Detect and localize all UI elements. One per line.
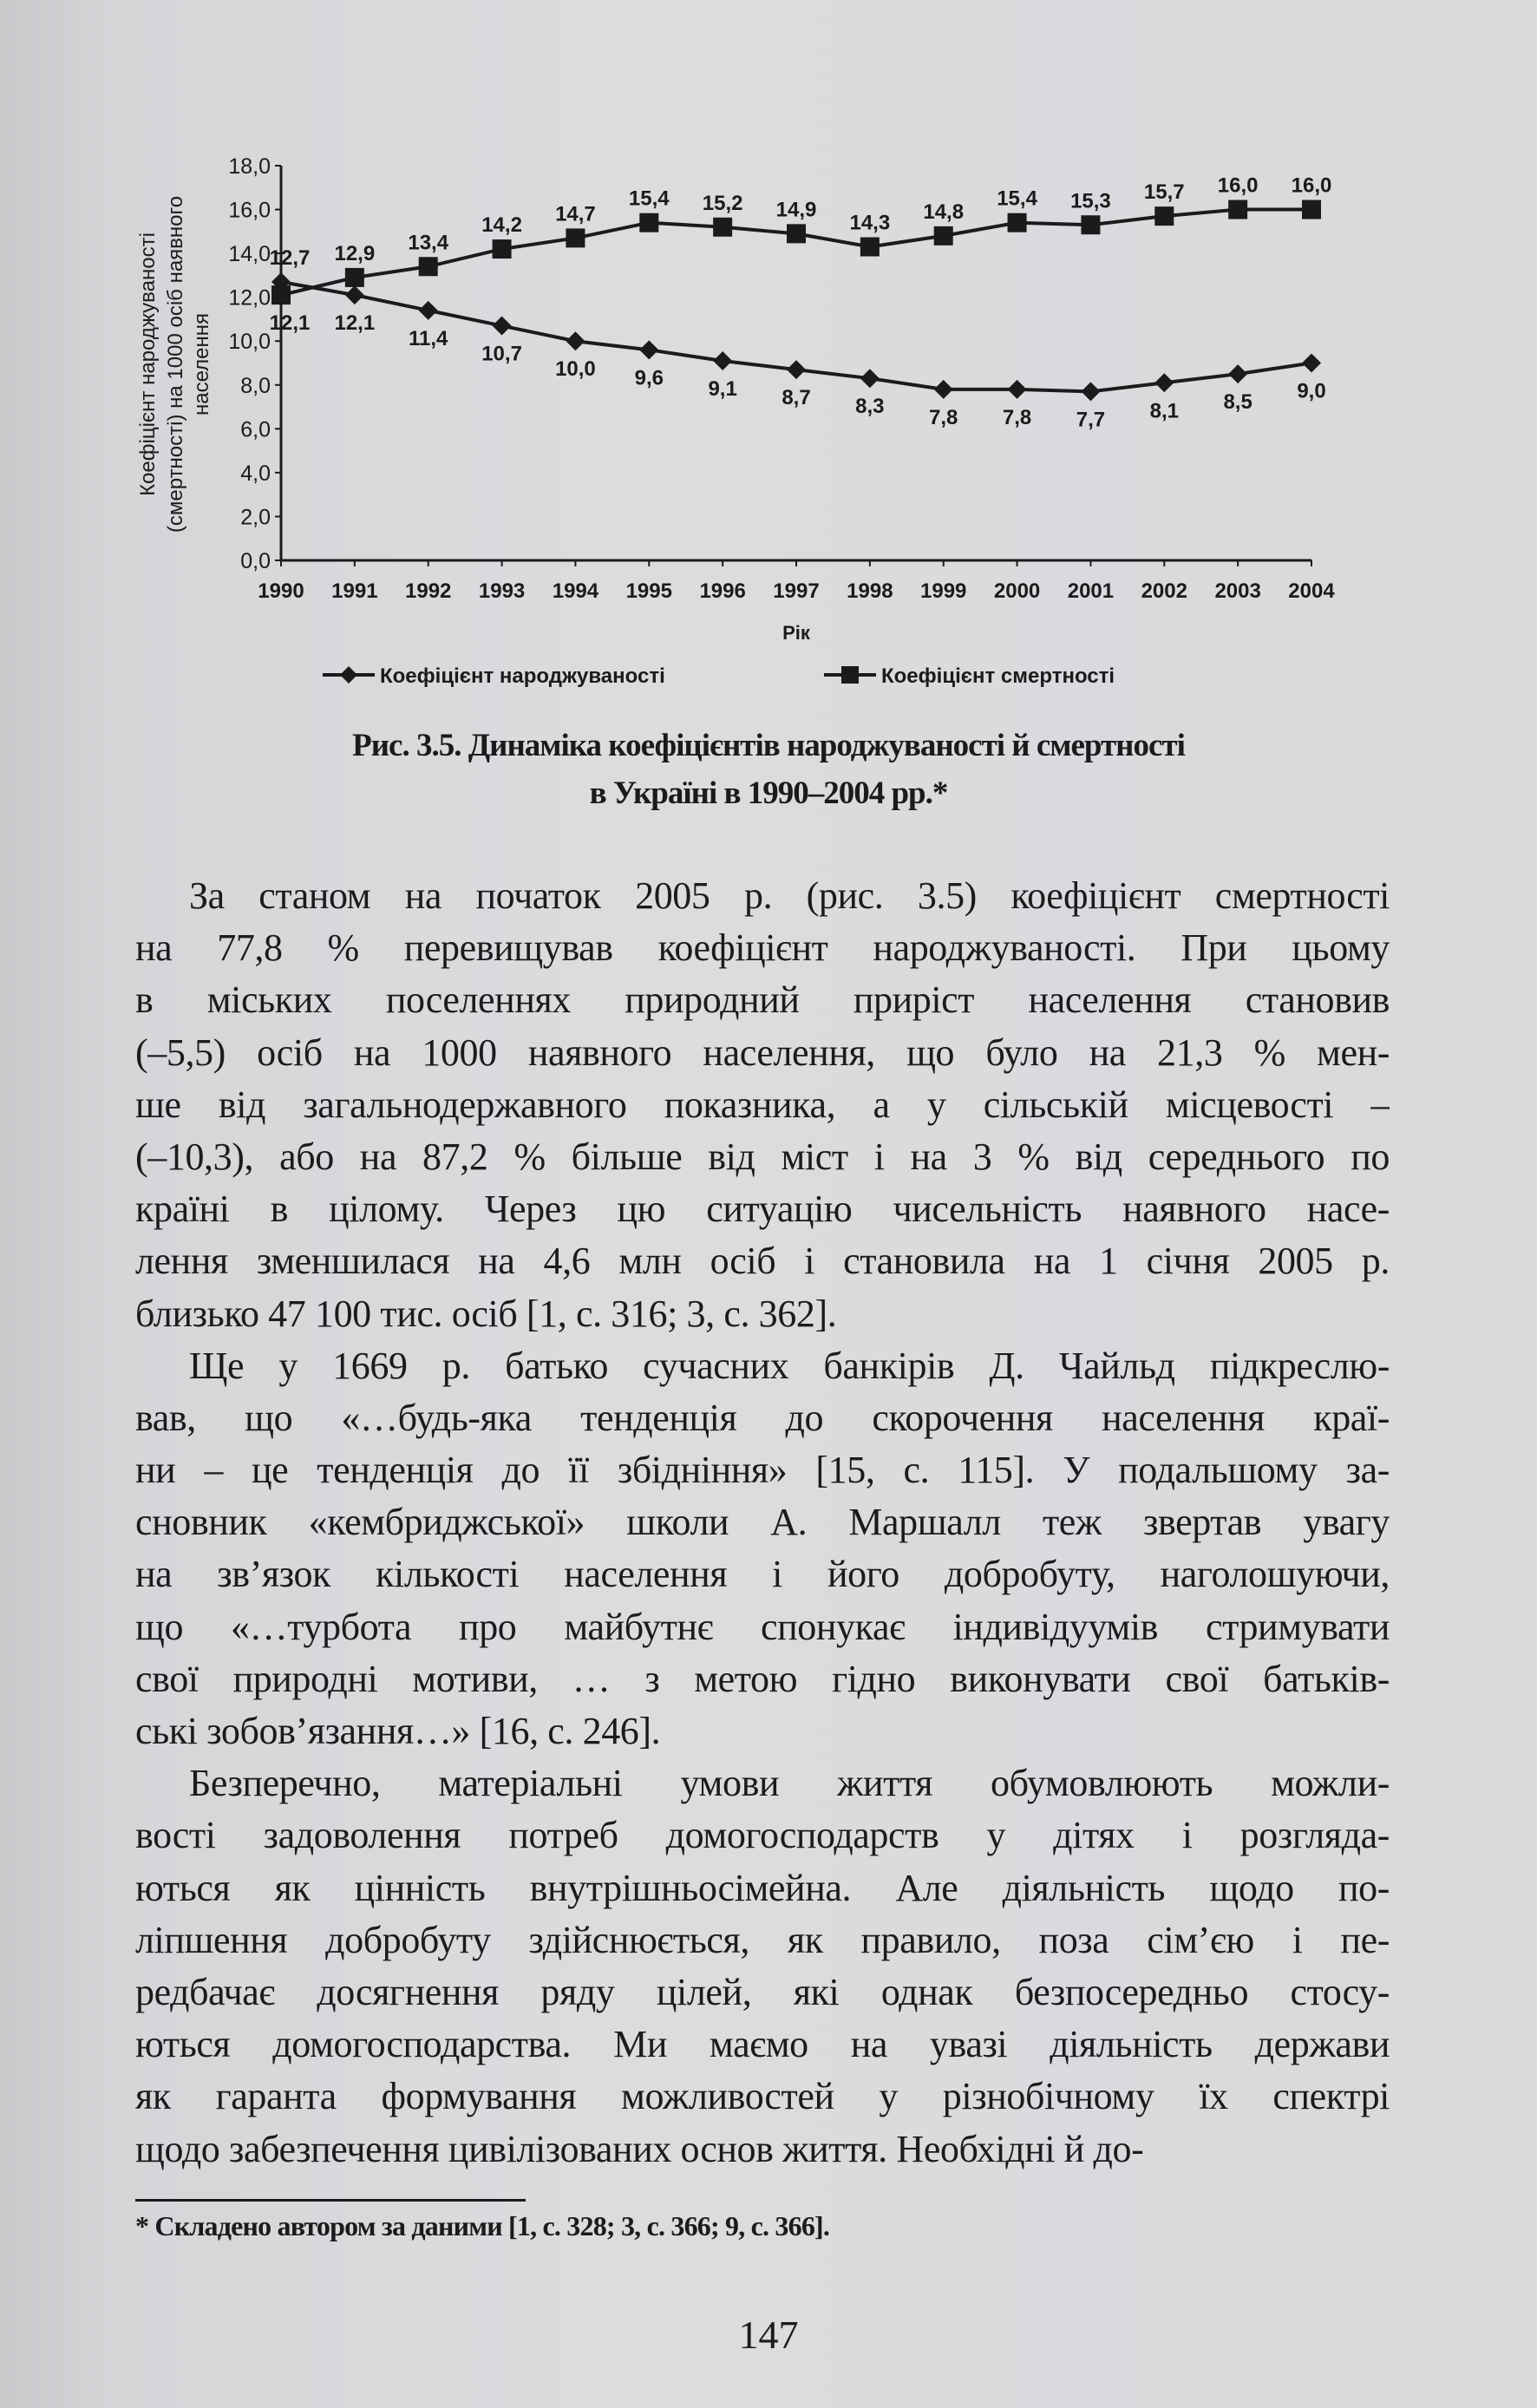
- y-tick-label: 14,0: [228, 242, 271, 267]
- death-rate-point: [860, 238, 880, 257]
- text-line: близько 47 100 тис. осіб [1, с. 316; 3, с. 362].: [135, 1292, 837, 1335]
- text-line: як гаранта формування можливостей у різнобічному їх спектрі: [135, 2075, 1390, 2118]
- x-tick-label: 1995: [625, 579, 672, 603]
- text-line: (–5,5) осіб на 1000 наявного населення, що було на 21,3 % мен-: [135, 1031, 1390, 1074]
- birth-rate-label: 12,7: [269, 245, 311, 270]
- text-line: щодо забезпечення цивілізованих основ життя. Необхідні й до-: [135, 2127, 1144, 2170]
- death-rate-point: [713, 218, 732, 237]
- text-line: на 77,8 % перевищував коефіцієнт народжуваності. При цьому: [135, 926, 1390, 970]
- death-rate-label: 14,3: [849, 211, 891, 235]
- death-rate-point: [271, 285, 291, 304]
- x-tick-label: 1992: [405, 579, 452, 603]
- death-rate-label: 16,0: [1217, 173, 1259, 198]
- birth-rate-point: [419, 301, 438, 320]
- text-line: ліпшення добробуту здійснюється, як правило, поза сім’єю і пе-: [135, 1918, 1390, 1961]
- text-line: країні в цілому. Через цю ситуацію чисельність наявного насе-: [135, 1188, 1390, 1231]
- x-tick-label: 2003: [1214, 579, 1261, 603]
- x-tick-label: 2000: [993, 579, 1041, 603]
- y-tick-label: 18,0: [228, 154, 271, 179]
- death-rate-label: 15,2: [702, 191, 743, 215]
- text-line: свої природні мотиви, … з метою гідно виконувати свої батьків-: [135, 1657, 1390, 1700]
- birth-rate-label: 8,3: [855, 395, 885, 419]
- y-tick-label: 8,0: [240, 373, 271, 398]
- birth-rate-label: 8,1: [1149, 399, 1179, 423]
- death-rate-label: 12,9: [334, 241, 376, 265]
- text-line: ни – це тенденція до її збідніння» [15, с. 115]. У подальшому за-: [135, 1449, 1390, 1492]
- death-rate-point: [934, 226, 953, 245]
- birth-rate-point: [934, 380, 953, 399]
- text-line: лення зменшилася на 4,6 млн осіб і становила на 1 січня 2005 р.: [135, 1240, 1390, 1283]
- text-line: Ще у 1669 р. батько сучасних банкірів Д. Чайльд підкреслю-: [189, 1344, 1390, 1387]
- text-line: сновник «кембриджської» школи А. Маршалл теж звертав увагу: [135, 1501, 1390, 1544]
- body-text: [135, 870, 1390, 2176]
- figure-caption-line-2: в Україні в 1990–2004 рр.*: [589, 775, 948, 811]
- death-rate-label: 15,4: [997, 186, 1037, 211]
- birth-rate-label: 9,6: [634, 366, 664, 390]
- legend-death-label: Коефіцієнт смертності: [881, 664, 1115, 688]
- birth-rate-point: [1302, 354, 1321, 373]
- footnote: * Складено автором за даними [1, с. 328; 3, с. 366; 9, с. 366].: [135, 2210, 830, 2241]
- y-axis-title-line: населення: [190, 312, 213, 416]
- birth-rate-label: 9,0: [1297, 379, 1326, 403]
- death-rate-point: [1228, 200, 1247, 219]
- x-tick-label: 1998: [847, 579, 893, 603]
- y-axis-title-line: Коефіцієнт народжуваності: [136, 232, 160, 496]
- legend-birth-label: Коефіцієнт народжуваності: [380, 664, 665, 688]
- text-line: За станом на початок 2005 р. (рис. 3.5) коефіцієнт смертності: [189, 874, 1390, 917]
- y-tick-label: 6,0: [240, 417, 271, 442]
- death-rate-point: [1081, 215, 1100, 234]
- y-tick-label: 12,0: [228, 285, 271, 311]
- birth-death-rate-chart: [0, 0, 1537, 694]
- y-tick-label: 0,0: [240, 549, 271, 573]
- text-line: Безперечно, матеріальні умови життя обумовлюють можли-: [189, 1762, 1390, 1805]
- death-rate-point: [566, 228, 585, 247]
- death-rate-label: 16,0: [1291, 173, 1332, 198]
- death-rate-label: 15,7: [1143, 180, 1185, 205]
- birth-rate-point: [1081, 382, 1100, 401]
- y-axis-title-line: (смертності) на 1000 осіб наявного: [164, 195, 187, 533]
- figure-caption-line-1: Рис. 3.5. Динаміка коефіцієнтів народжуваності й смертності: [352, 728, 1185, 763]
- birth-rate-label: 8,5: [1223, 390, 1252, 415]
- x-axis-title: Рік: [782, 622, 810, 644]
- text-line: в міських поселеннях природний приріст населення становив: [135, 978, 1390, 1022]
- birth-rate-point: [713, 351, 732, 370]
- x-tick-label: 1994: [552, 579, 599, 603]
- death-rate-label: 15,4: [628, 186, 670, 211]
- birth-rate-label: 10,0: [555, 357, 596, 382]
- birth-rate-label: 7,8: [929, 405, 958, 429]
- birth-rate-label: 11,4: [409, 326, 448, 350]
- death-rate-point: [493, 239, 512, 258]
- text-line: ються домогосподарства. Ми маємо на увазі діяльність держави: [135, 2023, 1390, 2066]
- death-rate-label: 13,4: [408, 231, 449, 255]
- birth-rate-label: 10,7: [481, 342, 522, 366]
- death-rate-point: [1302, 200, 1321, 219]
- death-rate-label: 15,3: [1070, 189, 1111, 213]
- y-tick-label: 4,0: [240, 461, 271, 486]
- birth-rate-point: [860, 369, 880, 388]
- birth-rate-label: 7,8: [1002, 405, 1032, 429]
- death-rate-point: [787, 224, 806, 243]
- text-line: вості задоволення потреб домогосподарств у дітях і розгляда-: [135, 1814, 1390, 1857]
- birth-rate-label: 7,7: [1076, 408, 1106, 432]
- y-tick-label: 16,0: [228, 198, 271, 223]
- x-tick-label: 2001: [1067, 579, 1115, 603]
- legend-diamond-icon: [340, 666, 357, 684]
- footnote-divider: [135, 2199, 526, 2202]
- birth-rate-point: [345, 285, 364, 304]
- death-rate-label: 14,9: [775, 198, 817, 222]
- x-tick-label: 1997: [773, 579, 820, 603]
- birth-rate-point: [787, 360, 806, 379]
- x-tick-label: 2004: [1288, 579, 1335, 603]
- birth-rate-point: [639, 340, 658, 359]
- birth-rate-label: 9,1: [708, 376, 737, 401]
- birth-rate-point: [1008, 380, 1027, 399]
- page-number: 147: [738, 2313, 799, 2357]
- death-rate-point: [639, 213, 658, 232]
- x-tick-label: 1999: [920, 579, 967, 603]
- text-line: вав, що «…будь-яка тенденція до скорочення населення краї-: [135, 1396, 1390, 1439]
- death-rate-label: 14,7: [555, 202, 596, 226]
- legend-square-icon: [841, 666, 859, 684]
- death-rate-label: 14,2: [481, 213, 522, 238]
- text-line: редбачає досягнення ряду цілей, які однак безпосередньо стосу-: [135, 1970, 1390, 2013]
- birth-rate-point: [1154, 373, 1174, 392]
- x-tick-label: 2002: [1141, 579, 1187, 603]
- birth-rate-point: [493, 317, 512, 336]
- text-line: ються як цінність внутрішньосімейна. Але діяльність щодо по-: [135, 1866, 1390, 1909]
- birth-rate-label: 12,1: [334, 311, 376, 336]
- death-rate-point: [419, 257, 438, 276]
- text-line: що «…турбота про майбутнє спонукає індивідуумів стримувати: [135, 1605, 1390, 1648]
- text-line: ські зобов’язання…» [16, с. 246].: [135, 1710, 661, 1752]
- text-line: на зв’язок кількості населення і його добробуту, наголошуючи,: [135, 1553, 1390, 1596]
- x-tick-label: 1996: [699, 579, 746, 603]
- y-tick-label: 10,0: [228, 330, 271, 355]
- birth-rate-point: [1228, 364, 1247, 383]
- death-rate-point: [345, 268, 364, 287]
- death-rate-label: 12,1: [269, 311, 311, 336]
- x-tick-label: 1993: [478, 579, 526, 603]
- death-rate-label: 14,8: [923, 200, 965, 224]
- text-line: ше від загальнодержавного показника, а у сільській місцевості –: [135, 1083, 1390, 1126]
- death-rate-point: [1154, 206, 1174, 226]
- y-tick-label: 2,0: [240, 505, 271, 530]
- x-tick-label: 1990: [258, 579, 304, 603]
- death-rate-point: [1008, 213, 1027, 232]
- birth-rate-point: [566, 331, 585, 350]
- birth-rate-label: 8,7: [782, 386, 811, 410]
- x-tick-label: 1991: [331, 579, 378, 603]
- text-line: (–10,3), або на 87,2 % більше від міст і на 3 % від середнього по: [135, 1135, 1390, 1178]
